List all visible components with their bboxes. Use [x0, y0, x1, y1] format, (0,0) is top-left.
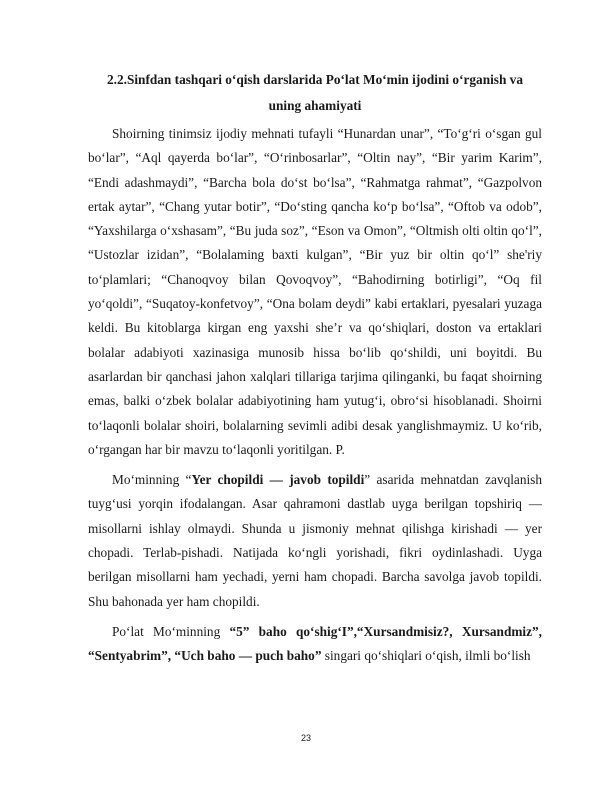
work-titles: “5” baho qo‘shig‘I”,“Xursandmisiz?, Xursandmiz”, “Sentyabrim”, “Uch baho — puch baho”: [88, 623, 542, 664]
paragraph-text: Po‘lat Mo‘minning: [112, 623, 230, 639]
paragraph-text: Mo‘minning “: [112, 472, 192, 488]
section-heading: [88, 67, 542, 119]
page-number: 23: [300, 733, 311, 743]
paragraph-collections: Shoirning tinimsiz ijodiy mehnati tufayli “Hunardan unar”, “To‘g‘ri o‘sgan gul bo‘lar”, “Aql qayerda bo‘lar”, “O‘rinbosarlar”, “Oltin nay”, “Bir yarim Karim”, “Endi adashmaydi”, “Barcha bola do‘st bo‘lsa”, “Rahmatga rahmat”, “Gazpolvon ertak aytar”, “Chang yutar botir”, “Do‘sting qancha ko‘p bo‘lsa”, “Oftob va odob”, “Yaxshilarga o‘xshasam”, “Bu juda soz”, “Eson va Omon”, “Oltmish olti oltin qo‘l”, “Ustozlar izidan”, “Bolalaming baxti kulgan”, “Bir yuz bir oltin qo‘l” she'riy to‘plamlari; “Chanoqvoy bilan Qovoqvoy”, “Bahodirning botirligi”, “Oq fil yo‘qoldi”, “Suqatoy-konfetvoy”, “Ona bolam deydi” kabi ertaklari, pyesalari yuzaga keldi. Bu kitoblarga kirgan eng yaxshi she’r va qo‘shiqlari, doston va ertaklari bolalar adabiyoti xazinasiga munosib hissa bo‘lib qo‘shildi, uni boyitdi. Bu asarlardan bir qanchasi jahon xalqlari tillariga tarjima qilinganki, bu faqat shoirning emas, balki o‘zbek bolalar adabiyotining ham yutug‘i, obro‘si hisoblanadi. Shoirni to‘laqonli bolalar shoiri, bolalarning sevimli adibi desak yanglishmaymiz. U ko‘rib, o‘rgangan har bir mavzu to‘laqonli yoritilgan. P.: [88, 126, 542, 457]
paragraph-yer-chopildi: [88, 468, 542, 614]
work-title: Yer chopildi — javob topildi: [191, 472, 365, 488]
paragraph-text: ” asarida mehnatdan zavqlanish tuyg‘usi yorqin ifodalangan. Asar qahramoni dastlab uyga berilgan topshiriq — misollarni ishlay olmaydi. Shunda u jismoniy mehnat qilishga kirishadi — yer chopadi. Terlab-pishadi. Natijada ko‘ngli yorishadi, fikri oydinlashadi. Uyga berilgan misollarni ham yechadi, yerni ham chopadi. Barcha savolga javob topildi. Shu bahonada yer ham chopildi.: [88, 472, 542, 609]
section-heading-line-1: 2.2.Sinfdan tashqari o‘qish darslarida Po‘lat Mo‘min ijodini o‘rganish va: [107, 72, 523, 87]
paragraph-songs: [88, 620, 542, 669]
section-heading-line-2: uning ahamiyati: [268, 98, 362, 113]
paragraph-text: singari qo‘shiqlari o‘qish, ilmli bo‘lish: [321, 648, 531, 664]
